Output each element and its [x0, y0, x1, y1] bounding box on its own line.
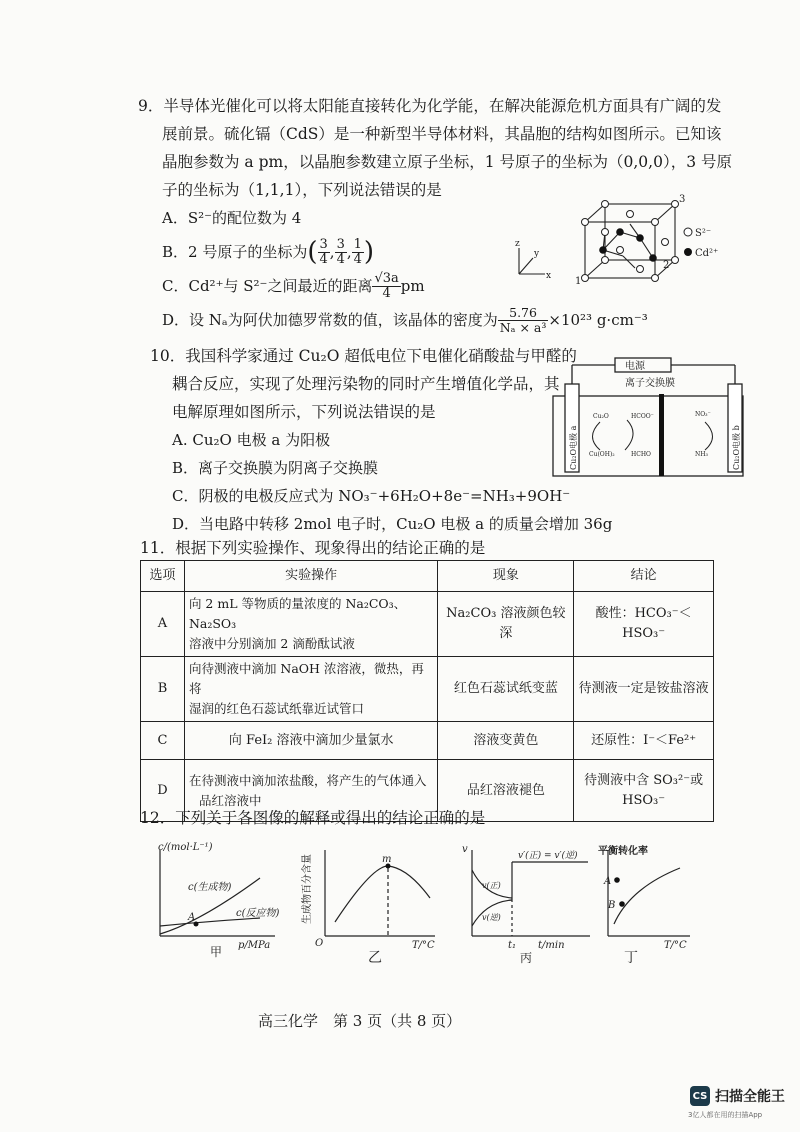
q9-option-c-label: C．Cd²⁺与 S²⁻之间最近的距离 [162, 277, 373, 295]
power-label: 电源 [625, 361, 645, 372]
row-a-conclusion: 酸性：HCO₃⁻＜HSO₃⁻ [574, 592, 714, 657]
q9-option-d-frac [498, 306, 549, 335]
yi-xlabel: T/°C [412, 940, 435, 951]
ion-exchange-membrane [659, 394, 664, 476]
row-c-conclusion: 还原性：I⁻＜Fe²⁺ [574, 722, 714, 760]
yi-caption: 乙 [368, 950, 382, 966]
axis-y-label: y [534, 249, 540, 259]
q12-stem: 12．下列关于各图像的解释或得出的结论正确的是 [140, 809, 486, 827]
q12-graphs [150, 838, 695, 968]
arrow-right-curve [705, 422, 713, 450]
row-b-operation-line2: 湿润的红色石蕊试纸靠近试管口 [188, 701, 364, 716]
row-a-phenomenon: Na₂CO₃ 溶液颜色较深 [438, 592, 574, 657]
q9-option-a: A．S²⁻的配位数为 4 [162, 209, 302, 227]
row-c-phenomenon: 溶液变黄色 [438, 722, 574, 760]
electrode-b-label: Cu₂O电极 b [732, 425, 741, 470]
hcho-label: HCHO [631, 451, 651, 458]
row-a-operation [184, 592, 438, 657]
row-d-option: D [141, 760, 185, 822]
bing-vn-label: v(逆) [482, 913, 501, 922]
no3-label: NO₃⁻ [695, 411, 711, 418]
table-row [141, 657, 714, 722]
electrolytic-cell [553, 396, 743, 476]
legend-s: S²⁻ [695, 228, 712, 239]
ding-a-label: A [604, 876, 612, 887]
bing-ylabel: v [462, 844, 468, 855]
axis-x-label: x [546, 271, 552, 281]
arrow-left-curve [593, 422, 601, 450]
axis-z-label: z [515, 239, 520, 249]
jia-reactant-label: c(反应物) [236, 908, 280, 919]
electrolysis-figure [545, 352, 745, 482]
bing-xlabel: t/min [538, 940, 565, 951]
atom-2-label: 2 [663, 260, 670, 271]
row-b-option: B [141, 657, 185, 722]
yi-m-label: m [382, 854, 392, 865]
q9-option-d-den: Nₐ × a³ [499, 319, 547, 335]
q9-option-d-unit: ×10²³ g·cm⁻³ [548, 311, 648, 329]
jia-ylabel: c/(mol·L⁻¹) [158, 842, 213, 853]
row-b-conclusion: 待测液一定是铵盐溶液 [574, 657, 714, 722]
q9-stem-line3: 晶胞参数为 a pm，以晶胞参数建立原子坐标，1 号原子的坐标为（0,0,0），3 号原 [162, 153, 732, 171]
header-phenomenon: 现象 [438, 561, 574, 592]
q10-stem-line1: 10．我国科学家通过 Cu₂O 超低电位下电催化硝酸盐与甲醛的 [150, 347, 577, 365]
row-c-option: C [141, 722, 185, 760]
q9-stem-line4: 子的坐标为（1,1,1），下列说法错误的是 [162, 181, 442, 199]
axis-y-line [519, 258, 533, 274]
atom-1-label: 1 [575, 276, 582, 287]
scanner-watermark [690, 1086, 785, 1106]
bing-top-label: v′(正) = v′(逆) [518, 851, 578, 861]
scanner-app-name: 扫描全能王 [715, 1089, 785, 1105]
ding-xlabel: T/°C [664, 940, 687, 951]
q9-option-b-label: B．2 号原子的坐标为 [162, 243, 308, 261]
q11-stem: 11．根据下列实验操作、现象得出的结论正确的是 [140, 539, 486, 557]
q9-frac-3-den: 4 [353, 251, 362, 267]
scanner-logo-icon: CS [690, 1086, 710, 1106]
q10-option-c: C．阴极的电极反应式为 NO₃⁻+6H₂O+8e⁻=NH₃+9OH⁻ [172, 487, 571, 505]
row-b-phenomenon: 红色石蕊试纸变蓝 [438, 657, 574, 722]
q9-frac-1 [318, 238, 330, 267]
q9-option-c-den: 4 [382, 285, 391, 301]
row-a-operation-line1: 向 2 mL 等物质的量浓度的 Na₂CO₃、Na₂SO₃ [188, 596, 407, 631]
bing-t1-label: t₁ [508, 940, 517, 951]
row-b-operation [184, 657, 438, 722]
jia-xlabel: p/MPa [238, 940, 271, 951]
q10-option-d: D．当电路中转移 2mol 电子时，Cu₂O 电极 a 的质量会增加 36g [172, 515, 613, 533]
jia-a-label: A [188, 912, 196, 923]
yi-curve [335, 866, 430, 922]
q10-stem-line3: 电解原理如图所示，下列说法错误的是 [172, 403, 436, 421]
cds-unit-cell-figure [505, 192, 740, 302]
q9-frac-2-den: 4 [336, 251, 345, 267]
jia-reactant-curve [160, 918, 260, 926]
q9-stem-line2: 展前景。硫化镉（CdS）是一种新型半导体材料，其晶胞的结构如图所示。已知该 [162, 125, 722, 143]
cu2o-label: Cu₂O [593, 413, 609, 420]
q9-option-b: B．2 号原子的坐标为 ( $\frac{3}{4}$ , $\frac{3}{4}$ , $\frac{1}{4}$ ) [162, 236, 375, 267]
q9-frac-3-num: 1 [353, 236, 362, 252]
table-row [141, 722, 714, 760]
q9-option-d-num: 5.76 [498, 306, 549, 321]
row-d-conclusion-line1: 待测液中含 SO₃²⁻或 [584, 772, 704, 788]
table-row [141, 592, 714, 657]
row-b-operation-line1: 向待测液中滴加 NaOH 浓溶液，微热，再将 [188, 661, 424, 696]
q9-option-c-num: √3a [374, 270, 399, 286]
yi-origin: O [315, 938, 324, 949]
q9-option-d-label: D．设 Nₐ为阿伏加德罗常数的值，该晶体的密度为 [162, 311, 498, 329]
cuoh2-label: Cu(OH)₂ [589, 451, 615, 458]
membrane-label: 离子交换膜 [625, 378, 675, 389]
q9-frac-3 [352, 238, 364, 267]
q9-stem-line1: 9．半导体光催化可以将太阳能直接转化为化学能，在解决能源危机方面具有广阔的发 [138, 97, 722, 115]
legend-cd: Cd²⁺ [695, 248, 719, 259]
header-operation: 实验操作 [184, 561, 438, 592]
row-d-conclusion [574, 760, 714, 822]
q9-option-c-unit: pm [400, 277, 425, 295]
q9-paren-left: ( [307, 237, 318, 267]
row-a-operation-line2: 溶液中分别滴加 2 滴酚酞试液 [188, 636, 355, 651]
q9-option-c-frac [372, 272, 400, 301]
yi-ylabel: 生成物百分含量 [302, 854, 313, 924]
page-footer: 高三化学 第 3 页（共 8 页） [258, 1012, 462, 1030]
q10-option-a: A. Cu₂O 电极 a 为阳极 [172, 431, 331, 449]
ding-caption: 丁 [624, 950, 638, 966]
ding-point-a [614, 877, 620, 883]
ding-curve [614, 868, 680, 924]
q10-option-b: B．离子交换膜为阴离子交换膜 [172, 459, 379, 477]
cube-back-face [605, 204, 675, 260]
ding-point-b [619, 901, 625, 907]
q9-option-d [162, 300, 648, 340]
scanner-slogan: 3亿人都在用的扫描App [688, 1111, 763, 1119]
bing-vz-label: v(正) [482, 881, 501, 890]
ding-b-label: B [608, 900, 616, 911]
experiment-table [140, 560, 714, 822]
arrow-mid-curve [625, 420, 633, 450]
row-d-phenomenon: 品红溶液褪色 [438, 760, 574, 822]
q9-option-c [162, 268, 425, 304]
q9-frac-1-den: 4 [319, 251, 328, 267]
hcoo-label: HCOO⁻ [631, 413, 654, 420]
q10-stem-line2: 耦合反应，实现了处理污染物的同时产生增值化学品，其 [172, 375, 560, 393]
row-d-operation-line1: 在待测液中滴加浓盐酸，将产生的气体通入 [188, 772, 427, 788]
jia-caption: 甲 [210, 945, 223, 959]
q9-paren-right: ) [363, 237, 375, 267]
atom-3-label: 3 [679, 194, 686, 205]
q9-frac-2-num: 3 [336, 236, 345, 252]
electrode-a-label: Cu₂O电极 a [569, 425, 578, 470]
q9-frac-2 [335, 238, 347, 267]
row-c-operation: 向 FeI₂ 溶液中滴加少量氯水 [184, 722, 438, 760]
jia-product-label: c(生成物) [188, 882, 232, 893]
header-option: 选项 [141, 561, 185, 592]
row-d-conclusion-line2: HSO₃⁻ [622, 792, 666, 808]
ding-ylabel: 平衡转化率 [598, 846, 648, 857]
row-d-operation-line2: 品红溶液中 [198, 792, 262, 808]
table-header-row [141, 561, 714, 592]
nh3-label: NH₃ [695, 451, 708, 458]
row-a-option: A [141, 592, 185, 657]
header-conclusion: 结论 [574, 561, 714, 592]
q9-frac-1-num: 3 [319, 236, 328, 252]
bing-caption: 丙 [520, 951, 533, 965]
